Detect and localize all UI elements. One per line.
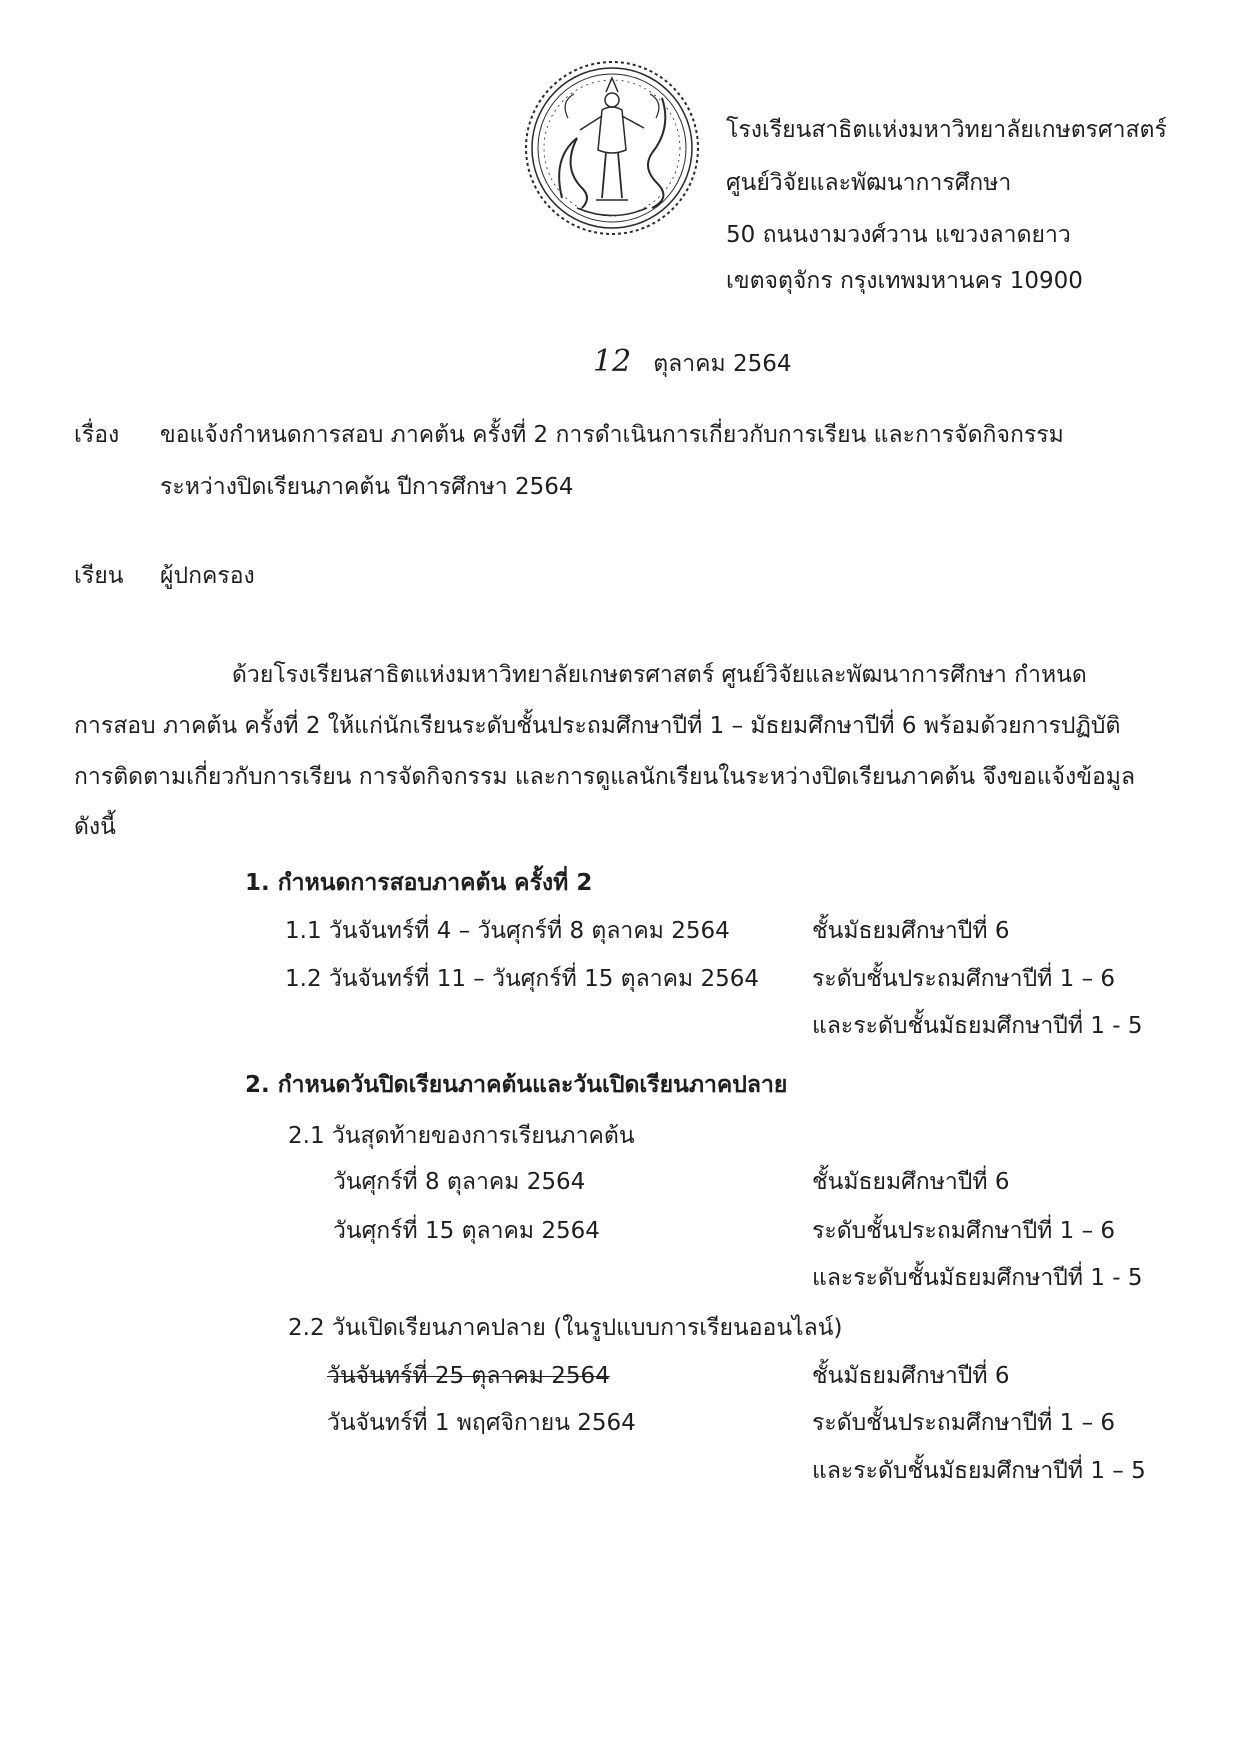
recipient-label: เรียน (74, 563, 124, 589)
intro-line: การสอบ ภาคต้น ครั้งที่ 2 ให้แก่นักเรียนระดับชั้นประถมศึกษาปีที่ 1 – มัธยมศึกษาปีที่ 6 พร้อมด้วยการปฏิบัติ (74, 713, 1121, 739)
section-2-2-item-level: ชั้นมัธยมศึกษาปีที่ 6 (812, 1363, 1010, 1389)
kasetsart-university-seal-icon (522, 58, 702, 238)
letter-date (593, 344, 792, 380)
date-month-year: ตุลาคม 2564 (653, 351, 792, 377)
section-1-item-level: ชั้นมัธยมศึกษาปีที่ 6 (812, 918, 1010, 944)
section-2-2-item-level: ระดับชั้นประถมศึกษาปีที่ 1 – 6 (812, 1410, 1116, 1436)
section-2-1-item-date: วันศุกร์ที่ 15 ตุลาคม 2564 (333, 1218, 600, 1244)
address-street: 50 ถนนงามวงศ์วาน แขวงลาดยาว (726, 222, 1071, 248)
section-2-2-item-date: วันจันทร์ที่ 1 พฤศจิกายน 2564 (327, 1410, 636, 1436)
date-day: 12 (593, 344, 632, 379)
section-2-1-title: 2.1 วันสุดท้ายของการเรียนภาคต้น (288, 1123, 635, 1149)
school-name: โรงเรียนสาธิตแห่งมหาวิทยาลัยเกษตรศาสตร์ (726, 117, 1167, 143)
subject-line-1: ขอแจ้งกำหนดการสอบ ภาคต้น ครั้งที่ 2 การดำเนินการเกี่ยวกับการเรียน และการจัดกิจกรรม (160, 422, 1064, 448)
address-city: เขตจตุจักร กรุงเทพมหานคร 10900 (726, 268, 1083, 294)
section-1-item-date: 1.2 วันจันทร์ที่ 11 – วันศุกร์ที่ 15 ตุลาคม 2564 (285, 966, 760, 992)
section-1-item-level: และระดับชั้นมัธยมศึกษาปีที่ 1 - 5 (812, 1013, 1143, 1039)
section-2-2-title: 2.2 วันเปิดเรียนภาคปลาย (ในรูปแบบการเรียนออนไลน์) (288, 1315, 843, 1341)
subject-line-2: ระหว่างปิดเรียนภาคต้น ปีการศึกษา 2564 (160, 474, 574, 500)
section-2-1-item-date: วันศุกร์ที่ 8 ตุลาคม 2564 (333, 1169, 586, 1195)
section-2-1-item-level: และระดับชั้นมัธยมศึกษาปีที่ 1 - 5 (812, 1265, 1143, 1291)
section-2-1-item-level: ระดับชั้นประถมศึกษาปีที่ 1 – 6 (812, 1218, 1116, 1244)
intro-line: ด้วยโรงเรียนสาธิตแห่งมหาวิทยาลัยเกษตรศาสตร์ ศูนย์วิจัยและพัฒนาการศึกษา กำหนด (232, 662, 1087, 688)
school-department: ศูนย์วิจัยและพัฒนาการศึกษา (726, 170, 1012, 196)
section-2-2-item-level: และระดับชั้นมัธยมศึกษาปีที่ 1 – 5 (812, 1458, 1146, 1484)
section-2-1-item-level: ชั้นมัธยมศึกษาปีที่ 6 (812, 1169, 1010, 1195)
section-1-heading: 1. กำหนดการสอบภาคต้น ครั้งที่ 2 (245, 870, 593, 896)
recipient-value: ผู้ปกครอง (160, 563, 255, 589)
section-1-item-level: ระดับชั้นประถมศึกษาปีที่ 1 – 6 (812, 966, 1116, 992)
section-2-heading: 2. กำหนดวันปิดเรียนภาคต้นและวันเปิดเรียนภาคปลาย (245, 1072, 788, 1098)
subject-label: เรื่อง (74, 422, 120, 448)
section-1-item-date: 1.1 วันจันทร์ที่ 4 – วันศุกร์ที่ 8 ตุลาคม 2564 (285, 918, 730, 944)
section-2-2-item-date: วันจันทร์ที่ 25 ตุลาคม 2564 (327, 1363, 610, 1389)
intro-line: ดังนี้ (74, 814, 116, 840)
intro-line: การติดตามเกี่ยวกับการเรียน การจัดกิจกรรม และการดูแลนักเรียนในระหว่างปิดเรียนภาคต้น จึงขอแจ้งข้อมูล (74, 764, 1136, 790)
